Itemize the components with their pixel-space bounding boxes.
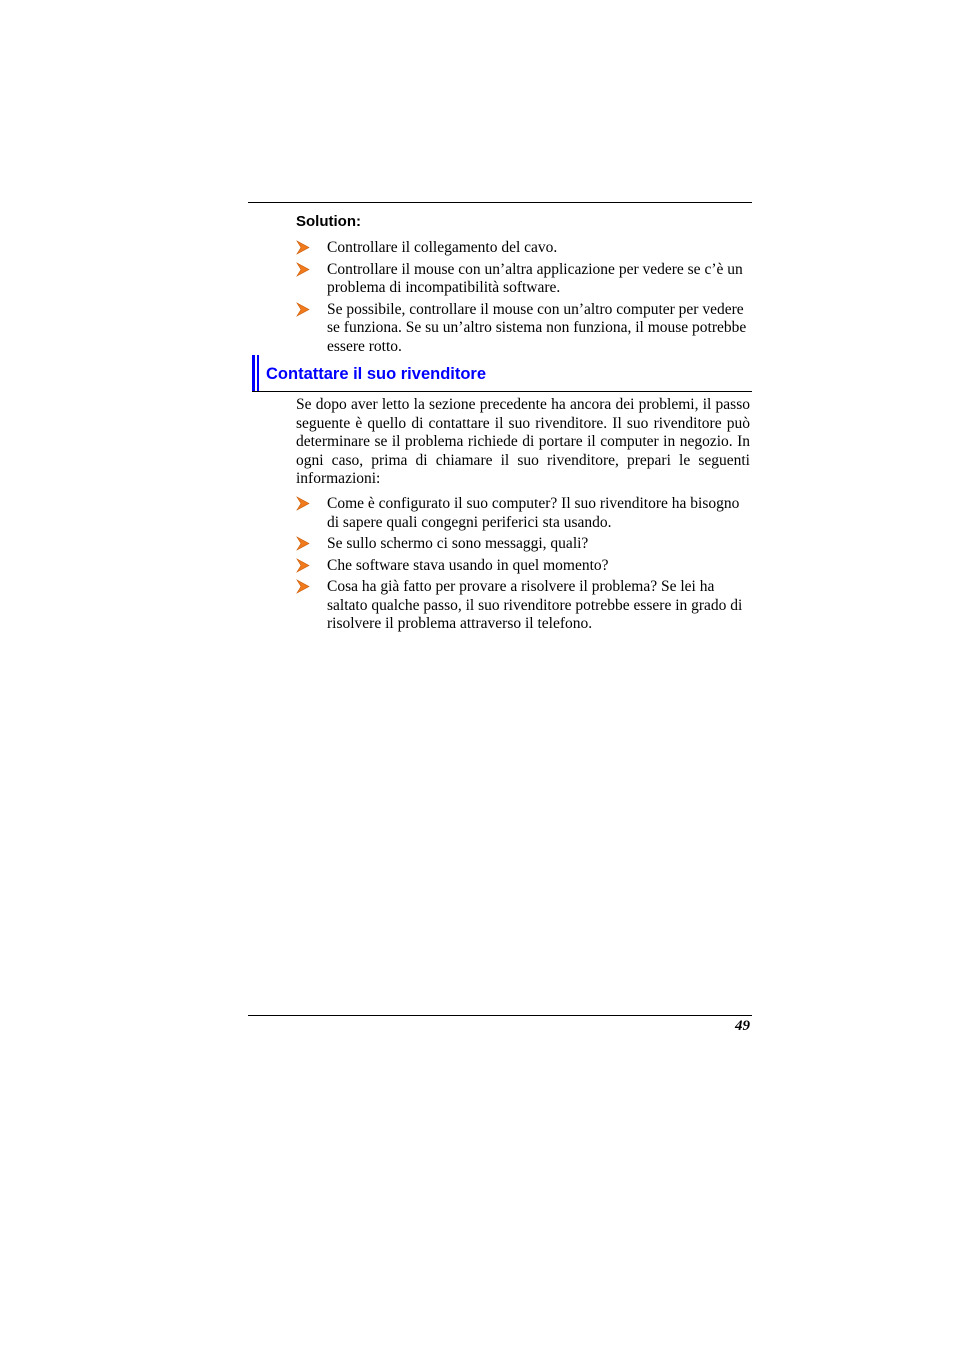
list-item-text: Controllare il collegamento del cavo. bbox=[327, 239, 558, 256]
section-marker-bar bbox=[252, 355, 255, 391]
footer-rule bbox=[248, 1015, 752, 1016]
list-item bbox=[296, 239, 752, 258]
arrowhead-bullet-icon bbox=[296, 557, 310, 575]
list-item-text: Cosa ha già fatto per provare a risolvere il problema? Se lei ha saltato qualche passo, il suo rivenditore potrebbe essere in grado di risolvere il problema attraverso il telefono. bbox=[327, 578, 743, 632]
solution-list bbox=[296, 239, 752, 359]
list-item-text: Se possibile, controllare il mouse con un’altro computer per vedere se funziona. Se su un’altro sistema non funziona, il mouse potrebbe essere rotto. bbox=[327, 300, 747, 355]
arrowhead-bullet-icon bbox=[296, 535, 310, 553]
section-heading bbox=[252, 355, 752, 392]
header-rule bbox=[248, 202, 752, 203]
list-item bbox=[296, 578, 752, 634]
list-item bbox=[296, 535, 752, 554]
arrowhead-bullet-icon bbox=[296, 578, 310, 596]
section-marker-bar bbox=[257, 355, 259, 391]
list-item bbox=[296, 301, 752, 357]
info-list bbox=[296, 495, 752, 637]
list-item bbox=[296, 557, 752, 576]
page-number: 49 bbox=[735, 1018, 750, 1034]
arrowhead-bullet-icon bbox=[296, 239, 310, 257]
arrowhead-bullet-icon bbox=[296, 261, 310, 279]
section-title: Contattare il suo rivenditore bbox=[266, 365, 487, 383]
list-item bbox=[296, 495, 752, 532]
arrowhead-bullet-icon bbox=[296, 495, 310, 513]
solution-heading: Solution: bbox=[296, 213, 361, 230]
list-item-text: Che software stava usando in quel momento? bbox=[327, 556, 609, 574]
list-item-text: Come è configurato il suo computer? Il suo rivenditore ha bisogno di sapere quali congegni periferici sta usando. bbox=[327, 495, 740, 531]
list-item bbox=[296, 261, 752, 298]
arrowhead-bullet-icon bbox=[296, 301, 310, 319]
list-item-text: Se sullo schermo ci sono messaggi, quali? bbox=[327, 535, 589, 552]
section-paragraph: Se dopo aver letto la sezione precedente ha ancora dei problemi, il passo seguente è quello di contattare il suo rivenditore. Il suo rivenditore può determinare se il problema richiede di portare il computer in negozio. In ogni caso, prima di chiamare il suo rivenditore, prepari le seguenti informazioni: bbox=[296, 396, 750, 488]
list-item-text: Controllare il mouse con un’altra applicazione per vedere se c’è un problema di incompatibilità software. bbox=[327, 260, 743, 296]
